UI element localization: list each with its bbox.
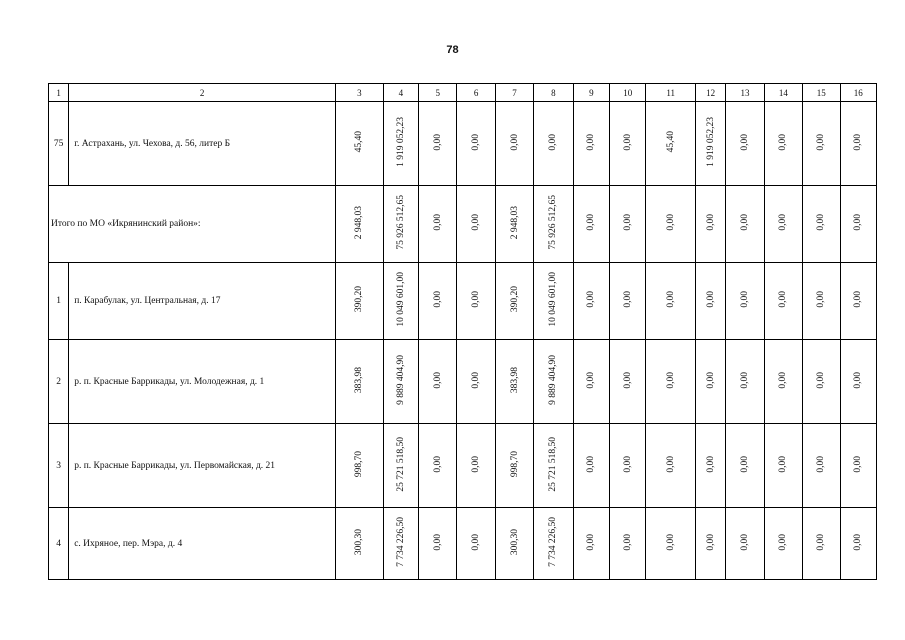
col-header: 12 (695, 84, 725, 102)
value-cell (336, 102, 384, 186)
value-text: 0,00 (586, 455, 597, 473)
value-text: 0,00 (705, 371, 716, 389)
value-cell (573, 186, 609, 263)
value-cell (383, 186, 418, 263)
value-text: 0,00 (622, 291, 633, 308)
row-index: 4 (49, 508, 69, 580)
table-row (49, 263, 877, 340)
value-cell (457, 186, 495, 263)
value-cell (803, 263, 840, 340)
value-cell (840, 508, 877, 580)
value-text: 383,98 (354, 366, 365, 394)
value-cell (726, 263, 764, 340)
value-cell (695, 186, 725, 263)
value-cell (726, 102, 764, 186)
value-text: 390,20 (354, 286, 365, 313)
value-text: 0,00 (778, 214, 789, 231)
value-cell (610, 424, 646, 508)
value-cell (495, 263, 533, 340)
row-index: 2 (49, 340, 69, 424)
value-cell (419, 340, 457, 424)
value-cell (419, 186, 457, 263)
value-text: 10 049 601,00 (548, 272, 559, 327)
col-header: 5 (419, 84, 457, 102)
value-text: 0,00 (816, 533, 827, 551)
value-cell (764, 424, 802, 508)
value-text: 0,00 (739, 291, 750, 308)
col-header: 9 (573, 84, 609, 102)
col-header: 6 (457, 84, 495, 102)
value-cell (646, 186, 696, 263)
value-cell (383, 263, 418, 340)
value-text: 0,00 (705, 455, 716, 473)
value-cell (610, 263, 646, 340)
value-cell (495, 102, 533, 186)
value-text: 0,00 (778, 371, 789, 389)
value-text: 0,00 (778, 291, 789, 308)
table-row (49, 424, 877, 508)
value-text: 0,00 (586, 214, 597, 231)
value-cell (457, 263, 495, 340)
value-text: 0,00 (432, 214, 443, 231)
total-row (49, 186, 877, 263)
value-cell (534, 340, 573, 424)
value-cell (534, 102, 573, 186)
value-text: 0,00 (853, 291, 864, 308)
value-text: 0,00 (471, 133, 482, 151)
value-cell (495, 424, 533, 508)
value-cell (646, 263, 696, 340)
col-header: 7 (495, 84, 533, 102)
value-text: 0,00 (739, 455, 750, 473)
col-header: 3 (336, 84, 384, 102)
value-text: 0,00 (622, 214, 633, 231)
value-cell (336, 424, 384, 508)
value-cell (764, 186, 802, 263)
value-cell (646, 424, 696, 508)
value-text: 0,00 (622, 533, 633, 551)
value-cell (419, 263, 457, 340)
value-cell (610, 340, 646, 424)
value-cell (336, 186, 384, 263)
col-header: 11 (646, 84, 696, 102)
value-text: 0,00 (853, 455, 864, 473)
value-text: 0,00 (816, 371, 827, 389)
row-index: 75 (49, 102, 69, 186)
col-header: 2 (69, 84, 336, 102)
value-text: 0,00 (665, 214, 676, 231)
value-cell (383, 424, 418, 508)
value-cell (840, 424, 877, 508)
value-text: 0,00 (853, 214, 864, 231)
value-text: 0,00 (471, 533, 482, 551)
value-text: 10 049 601,00 (395, 272, 406, 327)
value-text: 0,00 (778, 533, 789, 551)
value-text: 390,20 (509, 286, 520, 313)
value-cell (764, 340, 802, 424)
value-text: 0,00 (705, 214, 716, 231)
value-text: 0,00 (622, 371, 633, 389)
value-cell (457, 340, 495, 424)
total-label: Итого по МО «Икрянинский район»: (49, 186, 336, 263)
value-cell (383, 340, 418, 424)
value-text: 1 919 052,23 (395, 117, 406, 167)
value-cell (764, 508, 802, 580)
value-text: 0,00 (739, 371, 750, 389)
value-cell (495, 340, 533, 424)
value-cell (726, 424, 764, 508)
value-cell (695, 263, 725, 340)
data-table (48, 83, 877, 580)
value-text: 0,00 (586, 371, 597, 389)
value-cell (695, 508, 725, 580)
value-cell (646, 508, 696, 580)
value-text: 0,00 (432, 533, 443, 551)
value-text: 0,00 (816, 133, 827, 151)
header-row (49, 84, 877, 102)
page-number: 78 (446, 44, 459, 56)
value-text: 0,00 (853, 371, 864, 389)
address-cell: п. Карабулак, ул. Центральная, д. 17 (69, 263, 336, 340)
value-text: 45,40 (354, 131, 365, 153)
value-text: 0,00 (816, 214, 827, 231)
value-text: 300,30 (509, 528, 520, 556)
value-text: 998,70 (354, 450, 365, 478)
value-text: 383,98 (509, 366, 520, 394)
value-text: 0,00 (471, 291, 482, 308)
value-text: 0,00 (665, 291, 676, 308)
value-text: 2 948,03 (509, 205, 520, 240)
value-cell (573, 263, 609, 340)
value-cell (803, 186, 840, 263)
value-cell (383, 508, 418, 580)
value-text: 0,00 (432, 371, 443, 389)
value-cell (534, 424, 573, 508)
value-text: 0,00 (665, 455, 676, 473)
value-text: 998,70 (509, 450, 520, 478)
value-text: 1 919 052,23 (705, 117, 716, 167)
value-cell (840, 186, 877, 263)
value-cell (803, 340, 840, 424)
col-header: 10 (610, 84, 646, 102)
value-cell (573, 424, 609, 508)
col-header: 8 (534, 84, 573, 102)
value-text: 45,40 (665, 131, 676, 153)
value-text: 0,00 (778, 133, 789, 151)
value-text: 7 734 226,50 (395, 517, 406, 567)
value-text: 0,00 (471, 371, 482, 389)
value-text: 0,00 (586, 291, 597, 308)
value-cell (495, 186, 533, 263)
value-text: 25 721 518,50 (395, 436, 406, 492)
value-text: 0,00 (739, 214, 750, 231)
col-header: 13 (726, 84, 764, 102)
value-cell (534, 186, 573, 263)
value-text: 0,00 (432, 455, 443, 473)
value-text: 0,00 (432, 291, 443, 308)
value-text: 0,00 (432, 133, 443, 151)
table-row (49, 508, 877, 580)
row-index: 3 (49, 424, 69, 508)
value-text: 0,00 (705, 533, 716, 551)
value-text: 0,00 (853, 133, 864, 151)
value-text: 0,00 (471, 455, 482, 473)
value-text: 0,00 (739, 533, 750, 551)
value-cell (573, 102, 609, 186)
value-text: 0,00 (739, 133, 750, 151)
address-cell: с. Ихряное, пер. Мэра, д. 4 (69, 508, 336, 580)
value-text: 75 926 512,65 (548, 195, 559, 250)
value-text: 0,00 (622, 133, 633, 151)
value-cell (573, 340, 609, 424)
value-cell (646, 102, 696, 186)
row-index: 1 (49, 263, 69, 340)
value-cell (726, 340, 764, 424)
value-text: 300,30 (354, 528, 365, 556)
value-cell (573, 508, 609, 580)
value-cell (764, 102, 802, 186)
value-cell (726, 508, 764, 580)
value-text: 0,00 (509, 133, 520, 151)
value-cell (840, 340, 877, 424)
value-cell (610, 186, 646, 263)
address-cell: г. Астрахань, ул. Чехова, д. 56, литер Б (69, 102, 336, 186)
value-cell (419, 102, 457, 186)
value-text: 9 889 404,90 (548, 355, 559, 405)
value-text: 0,00 (816, 455, 827, 473)
col-header: 14 (764, 84, 802, 102)
value-text: 0,00 (816, 291, 827, 308)
value-cell (840, 102, 877, 186)
value-text: 75 926 512,65 (395, 195, 406, 250)
value-text: 0,00 (548, 133, 559, 151)
value-cell (457, 424, 495, 508)
value-cell (803, 102, 840, 186)
value-cell (610, 102, 646, 186)
value-cell (803, 508, 840, 580)
value-text: 0,00 (665, 533, 676, 551)
value-cell (764, 263, 802, 340)
value-cell (419, 508, 457, 580)
value-text: 0,00 (853, 533, 864, 551)
value-text: 0,00 (586, 133, 597, 151)
value-cell (457, 102, 495, 186)
address-cell: р. п. Красные Баррикады, ул. Первомайская, д. 21 (69, 424, 336, 508)
value-text: 0,00 (586, 533, 597, 551)
value-cell (726, 186, 764, 263)
value-cell (534, 508, 573, 580)
col-header: 4 (383, 84, 418, 102)
address-cell: р. п. Красные Баррикады, ул. Молодежная, д. 1 (69, 340, 336, 424)
value-cell (610, 508, 646, 580)
value-cell (336, 263, 384, 340)
value-text: 7 734 226,50 (548, 517, 559, 567)
value-cell (646, 340, 696, 424)
value-text: 25 721 518,50 (548, 436, 559, 492)
value-text: 2 948,03 (354, 205, 365, 240)
value-cell (695, 102, 725, 186)
value-cell (695, 424, 725, 508)
col-header: 1 (49, 84, 69, 102)
value-cell (457, 508, 495, 580)
table-row (49, 340, 877, 424)
value-cell (695, 340, 725, 424)
value-cell (383, 102, 418, 186)
value-text: 0,00 (778, 455, 789, 473)
value-cell (840, 263, 877, 340)
value-cell (419, 424, 457, 508)
value-text: 0,00 (622, 455, 633, 473)
value-text: 0,00 (705, 291, 716, 308)
value-cell (336, 508, 384, 580)
value-cell (803, 424, 840, 508)
col-header: 16 (840, 84, 877, 102)
value-cell (534, 263, 573, 340)
value-text: 9 889 404,90 (395, 355, 406, 405)
value-text: 0,00 (471, 214, 482, 231)
value-cell (495, 508, 533, 580)
table-row (49, 102, 877, 186)
value-text: 0,00 (665, 371, 676, 389)
value-cell (336, 340, 384, 424)
col-header: 15 (803, 84, 840, 102)
